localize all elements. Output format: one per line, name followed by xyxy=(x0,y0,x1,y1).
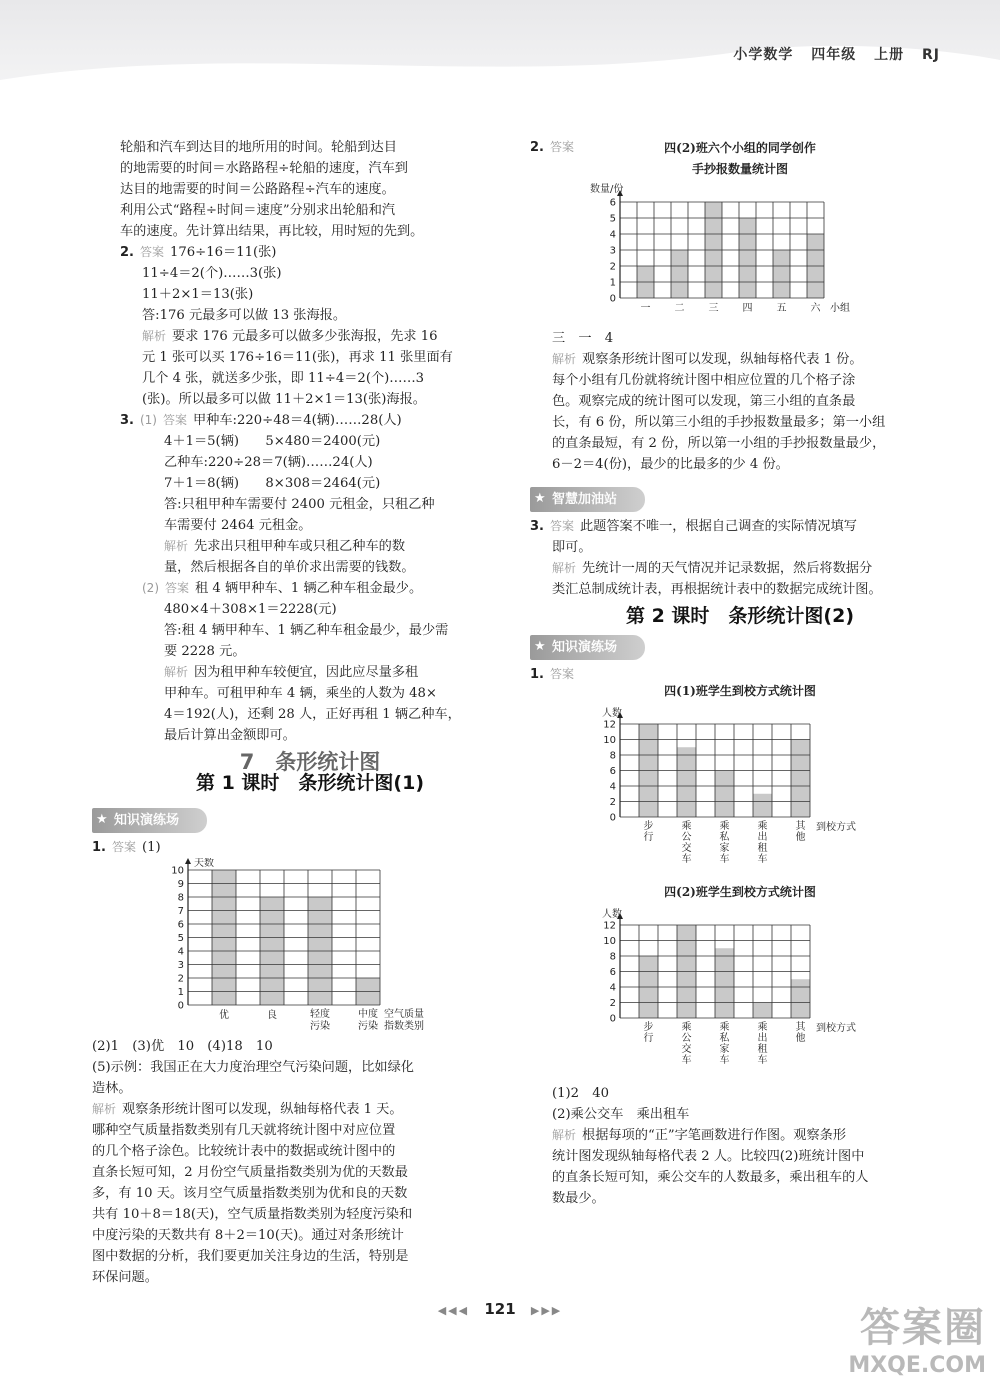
watermark xyxy=(848,1296,986,1378)
x-tick-label: 出 xyxy=(757,832,768,843)
q3-analysis2-line: 甲种车。可租甲种车 4 辆，乘坐的人数为 48× xyxy=(164,686,437,701)
q3-part1: (1) xyxy=(139,413,157,427)
x-tick-label: 三 xyxy=(708,303,719,314)
y-tick-label: 2 xyxy=(177,973,184,985)
q2-analysis-line: 几个 4 张，就送多少张，即 11÷4＝2(个)……3 xyxy=(142,371,425,386)
r-q3-analysis-line: 类汇总制成统计表，再根据统计表中的数据完成统计图。 xyxy=(552,582,882,597)
page-number: 121 xyxy=(484,1300,516,1318)
analysis-tag: 解析 xyxy=(552,352,577,366)
section-banner-3: ★ 知识演练场 xyxy=(530,635,645,660)
q3-analysis2-line: 最后计算出金额即可。 xyxy=(164,728,296,743)
x-tick-label: 乘 xyxy=(757,1022,768,1033)
y-tick-label: 0 xyxy=(177,1000,184,1012)
y-tick-label: 6 xyxy=(609,766,616,777)
bar-其他 xyxy=(791,740,810,818)
x-tick-label: 其 xyxy=(795,821,806,832)
q1-number: 1. xyxy=(92,840,106,855)
x-tick-label: 乘 xyxy=(719,821,730,832)
y-axis-label: 天数 xyxy=(194,858,214,869)
y-tick-label: 10 xyxy=(603,936,616,947)
section-banner: ★ 知识演练场 xyxy=(92,808,207,833)
r-q3-answer-line: 即可。 xyxy=(552,540,592,555)
x-axis-label: 小组 xyxy=(830,303,850,314)
r-q1-analysis-line: 统计图发现纵轴每格代表 2 人。比较四(2)班统计图中 xyxy=(552,1149,865,1164)
answer-tag: 答案 xyxy=(165,581,190,595)
r-q1-analysis-line: 根据每项的“正”字笔画数进行作图。观察条形 xyxy=(582,1128,847,1143)
q3-answer-line: 车需要付 2464 元租金。 xyxy=(164,518,312,533)
x-tick-label: 五 xyxy=(776,303,787,314)
watermark-url: MXQE.COM xyxy=(848,1353,986,1378)
y-axis-label: 人数 xyxy=(602,708,622,719)
r-q1-number: 1. xyxy=(530,667,544,682)
y-tick-label: 9 xyxy=(177,879,184,890)
y-tick-label: 10 xyxy=(171,865,184,877)
bar-四 xyxy=(739,218,756,298)
y-tick-label: 8 xyxy=(609,750,616,762)
bar-乘出租车 xyxy=(753,794,772,817)
y-tick-label: 10 xyxy=(603,735,616,746)
q3-answer2-line: 要 2228 元。 xyxy=(164,644,246,659)
x-tick-label: 优 xyxy=(219,1010,229,1021)
y-axis-arrow xyxy=(185,858,191,864)
q3-block xyxy=(120,410,500,746)
q3-answer-line: 甲种车:220÷48＝4(辆)……28(人) xyxy=(193,413,402,428)
q3-answer-line: 4＋1＝5(辆) 5×480＝2400(元) xyxy=(164,434,381,449)
section-banner-2: ★ 智慧加油站 xyxy=(530,487,645,512)
q1-analysis-line: 多，有 10 天。该月空气质量指数类别为优和良的天数 xyxy=(92,1186,408,1201)
y-tick-label: 5 xyxy=(609,213,616,225)
x-tick-label: 轻度 xyxy=(310,1009,330,1020)
y-tick-label: 6 xyxy=(609,967,616,978)
r-q1-answer-line: (1)2 40 xyxy=(552,1086,610,1101)
x-tick-label: 租 xyxy=(757,1044,768,1055)
r-q2-analysis-line: 6－2＝4(份)，最少的比最多的少 4 份。 xyxy=(552,457,789,472)
r-q3-answer-line: 此题答案不唯一，根据自己调查的实际情况填写 xyxy=(580,519,857,534)
class1-chart-title: 四(1)班学生到校方式统计图 xyxy=(664,684,816,698)
analysis-tag: 解析 xyxy=(552,1128,577,1142)
q2-answer-line: 11＋2×1＝13(张) xyxy=(142,287,254,302)
answer-tag: 答案 xyxy=(139,245,164,259)
bar-五 xyxy=(773,250,790,298)
r-q2-analysis-line: 长，有 6 份，所以第三小组的手抄报数量最多；第一小组 xyxy=(552,415,886,430)
header-subject: 小学数学 xyxy=(733,47,794,63)
y-tick-label: 1 xyxy=(177,987,184,998)
q3-answer2-line: 租 4 辆甲种车、1 辆乙种车租金最少。 xyxy=(195,581,423,596)
q1-answer-line: (2)1 (3)优 10 (4)18 10 xyxy=(92,1039,273,1054)
handout-bar-chart xyxy=(590,180,890,328)
x-tick-label: 一 xyxy=(640,303,651,314)
x-tick-label: 公 xyxy=(681,832,692,843)
q3-answer-line: 乙种车:220÷28＝7(辆)……24(人) xyxy=(164,455,373,470)
q2-analysis-line: 元 1 张可以买 176÷16＝11(张)，再求 11 张里面有 xyxy=(142,350,453,365)
x-tick-label: 乘 xyxy=(719,1022,730,1033)
y-tick-label: 6 xyxy=(177,919,184,931)
q1-answer-line: 造林。 xyxy=(92,1081,132,1096)
y-tick-label: 0 xyxy=(609,1013,616,1025)
class2-chart-title: 四(2)班学生到校方式统计图 xyxy=(664,885,816,899)
x-tick-label: 中度 xyxy=(358,1009,378,1020)
x-tick-label: 车 xyxy=(719,854,730,865)
x-tick-label: 他 xyxy=(795,1033,806,1044)
intro-line: 的地需要的时间＝水路路程÷轮船的速度，汽车到 xyxy=(120,161,408,176)
intro-line: 轮船和汽车到达目的地所用的时间。轮船到达目 xyxy=(120,140,397,155)
q3-answer-line: 答:只租甲种车需要付 2400 元租金，只租乙种 xyxy=(164,497,435,512)
header-grade: 四年级 xyxy=(811,47,857,63)
x-tick-label: 家 xyxy=(719,843,730,854)
x-tick-label: 车 xyxy=(757,854,768,865)
x-tick-label: 步 xyxy=(643,1022,654,1033)
r-q3-number: 3. xyxy=(530,519,544,534)
x-tick-label: 租 xyxy=(757,843,768,854)
x-tick-label: 二 xyxy=(674,303,685,314)
y-tick-label: 6 xyxy=(609,197,616,209)
y-tick-label: 0 xyxy=(609,812,616,824)
r-q1-answer-line: (2)乘公交车 乘出租车 xyxy=(552,1107,690,1122)
q3-number: 3. xyxy=(120,413,134,428)
bar-乘私家车 xyxy=(715,771,734,818)
x-tick-label: 私 xyxy=(719,832,730,843)
x-tick-label: 污染 xyxy=(310,1021,330,1032)
analysis-tag: 解析 xyxy=(92,1102,117,1116)
q2-number: 2. xyxy=(120,245,134,260)
handout-chart-title-line: 手抄报数量统计图 xyxy=(691,162,788,176)
x-axis-label: 空气质量 xyxy=(384,1009,424,1020)
y-tick-label: 2 xyxy=(609,998,616,1009)
intro-line: 利用公式“路程÷时间＝速度”分别求出轮船和汽 xyxy=(120,203,396,218)
y-tick-label: 3 xyxy=(609,245,616,257)
r-q2-analysis-line: 每个小组有几份就将统计图中相应位置的几个格子涂 xyxy=(552,373,856,388)
y-tick-label: 12 xyxy=(603,920,616,932)
air-quality-bar-chart xyxy=(150,858,480,1036)
x-tick-label: 行 xyxy=(643,832,654,843)
r-q2-analysis-line: 观察条形统计图可以发现，纵轴每格代表 1 份。 xyxy=(582,352,863,367)
x-tick-label: 车 xyxy=(757,1055,768,1066)
q2-analysis-line: (张)。所以最多可以做 11＋2×1＝13(张)海报。 xyxy=(142,392,426,407)
q3-part2: (2) xyxy=(142,581,159,595)
q2-answer-line: 11÷4＝2(个)……3(张) xyxy=(142,266,282,281)
x-tick-label: 乘 xyxy=(681,821,692,832)
x-tick-label: 行 xyxy=(643,1033,654,1044)
class1-transport-bar-chart xyxy=(580,702,960,882)
bar-乘出租车 xyxy=(753,1003,772,1019)
class2-transport-bar-chart xyxy=(580,903,960,1083)
r-q2-analysis-line: 色。观察完成的统计图可以发现，第三小组的直条最 xyxy=(552,394,856,409)
analysis-tag: 解析 xyxy=(164,665,189,679)
q3-analysis2-line: 因为租甲种车较便宜，因此应尽量多租 xyxy=(194,665,419,680)
q1-analysis-line: 环保问题。 xyxy=(92,1270,158,1285)
unit-title: 7 条形统计图 xyxy=(239,750,381,774)
page-header xyxy=(0,0,1000,82)
q1-answer-line: (5)示例：我国正在大力度治理空气污染问题，比如绿化 xyxy=(92,1060,414,1075)
x-tick-label: 六 xyxy=(810,303,821,314)
x-tick-label: 污染 xyxy=(358,1021,378,1032)
intro-line: 车的速度。先计算出结果，再比较，用时短的先到。 xyxy=(120,224,424,239)
q1-analysis-line: 观察条形统计图可以发现，纵轴每格代表 1 天。 xyxy=(122,1102,403,1117)
handout-chart-title xyxy=(530,138,950,180)
x-tick-label: 私 xyxy=(719,1033,730,1044)
handout-chart-title-line: 四(2)班六个小组的同学创作 xyxy=(664,141,816,155)
x-tick-label: 家 xyxy=(719,1044,730,1055)
lesson2-title: 第 2 课时 条形统计图(2) xyxy=(625,605,855,627)
answer-tag: 答案 xyxy=(549,519,574,533)
q1-analysis-line: 哪种空气质量指数类别有几天就将统计图中对应位置 xyxy=(92,1123,396,1138)
header-volume: 上册 xyxy=(874,47,905,63)
intro-line: 达目的地需要的时间＝公路路程÷汽车的速度。 xyxy=(120,182,395,197)
x-axis-label: 到校方式 xyxy=(816,1023,856,1034)
y-axis-label: 人数 xyxy=(602,909,622,920)
q1-analysis-line: 的几个格子涂色。比较统计表中的数据或统计图中的 xyxy=(92,1144,396,1159)
y-tick-label: 4 xyxy=(609,982,616,994)
x-axis-label: 到校方式 xyxy=(816,822,856,833)
answer-tag: 答案 xyxy=(162,413,187,427)
r-q2-number: 2. xyxy=(530,140,544,155)
x-tick-label: 车 xyxy=(681,1055,692,1066)
r-q3-analysis-line: 先统计一周的天气情况并记录数据，然后将数据分 xyxy=(582,561,873,576)
y-tick-label: 2 xyxy=(609,261,616,273)
r-q1-analysis-line: 的直条长短可知，乘公交车的人数最多，乘出租车的人 xyxy=(552,1170,869,1185)
q3-analysis-line: 先求出只租甲种车或只租乙种车的数 xyxy=(194,539,406,554)
answer-tag: 答案 xyxy=(549,140,574,154)
y-tick-label: 4 xyxy=(609,229,616,241)
x-tick-label: 其 xyxy=(795,1022,806,1033)
analysis-tag: 解析 xyxy=(142,329,167,343)
q3-answer2-line: 答:租 4 辆甲种车、1 辆乙种车租金最少，最少需 xyxy=(164,623,449,638)
x-tick-label: 良 xyxy=(267,1010,277,1021)
y-tick-label: 4 xyxy=(609,781,616,793)
bar-其他 xyxy=(791,979,810,1018)
x-axis-label: 指数类别 xyxy=(384,1021,424,1032)
y-tick-label: 0 xyxy=(609,293,616,305)
q2-answer-line: 答:176 元最多可以做 13 张海报。 xyxy=(142,308,347,323)
r-q2-analysis-line: 的直条最短，有 2 份，所以第一小组的手抄报数量最少， xyxy=(552,436,886,451)
y-tick-label: 3 xyxy=(177,960,184,971)
y-tick-label: 2 xyxy=(609,797,616,808)
r-q2-after: 三 一 4 xyxy=(552,331,614,346)
x-tick-label: 乘 xyxy=(681,1022,692,1033)
header-book-info xyxy=(721,44,940,64)
lesson1-title: 第 1 课时 条形统计图(1) xyxy=(195,772,425,794)
y-tick-label: 4 xyxy=(177,946,184,958)
analysis-tag: 解析 xyxy=(164,539,189,553)
bar-二 xyxy=(671,250,688,298)
right-arrows-icon: ▶▶▶ xyxy=(530,1304,563,1317)
x-tick-label: 四 xyxy=(742,303,753,314)
x-tick-label: 车 xyxy=(681,854,692,865)
q2-analysis-line: 要求 176 元最多可以做多少张海报，先求 16 xyxy=(172,329,438,344)
left-intro-text xyxy=(120,137,500,242)
q1-analysis-line: 共有 10＋8＝18(天)，空气质量指数类别为轻度污染和 xyxy=(92,1207,413,1222)
y-tick-label: 7 xyxy=(177,906,184,917)
q3-answer2-line: 480×4＋308×1＝2228(元) xyxy=(164,602,337,617)
y-axis-label: 数量/份 xyxy=(590,184,624,195)
q1-analysis-line: 图中数据的分析，我们要更加关注身边的生活，特别是 xyxy=(92,1249,409,1264)
q3-analysis2-line: 4＝192(人)，还剩 28 人，正好再租 1 辆乙种车， xyxy=(164,707,461,722)
x-tick-label: 步 xyxy=(643,821,654,832)
answer-tag: 答案 xyxy=(111,840,136,854)
answer-tag: 答案 xyxy=(549,667,574,681)
left-column xyxy=(92,137,500,1288)
left-arrows-icon: ◀◀◀ xyxy=(437,1304,470,1317)
q1-part: (1) xyxy=(142,840,161,855)
right-column xyxy=(530,137,950,1209)
y-tick-label: 8 xyxy=(609,951,616,963)
q3-answer-line: 7＋1＝8(辆) 8×308＝2464(元) xyxy=(164,476,381,491)
x-tick-label: 交 xyxy=(681,843,692,854)
q2-answer-line: 176÷16＝11(张) xyxy=(170,245,277,260)
q3-analysis-line: 量，然后根据各自的单价求出需要的钱数。 xyxy=(164,560,415,575)
x-tick-label: 交 xyxy=(681,1044,692,1055)
q1-analysis-line: 直条长短可知，2 月份空气质量指数类别为优的天数最 xyxy=(92,1165,408,1180)
y-tick-label: 5 xyxy=(177,933,184,944)
header-edition: RJ xyxy=(922,47,940,63)
bar-乘私家车 xyxy=(715,948,734,1018)
watermark-logo: 答案圈 xyxy=(860,1305,986,1351)
q2-block xyxy=(120,242,500,410)
analysis-tag: 解析 xyxy=(552,561,577,575)
q1-analysis-line: 中度污染的天数共有 8＋2＝10(天)。通过对条形统计 xyxy=(92,1228,404,1243)
x-tick-label: 车 xyxy=(719,1055,730,1066)
r-q1-analysis-line: 数最少。 xyxy=(552,1191,605,1206)
x-tick-label: 出 xyxy=(757,1033,768,1044)
y-tick-label: 1 xyxy=(609,277,616,289)
y-tick-label: 12 xyxy=(603,719,616,731)
x-tick-label: 公 xyxy=(681,1033,692,1044)
x-tick-label: 他 xyxy=(795,832,806,843)
bar-乘公交车 xyxy=(677,747,696,817)
x-tick-label: 乘 xyxy=(757,821,768,832)
y-tick-label: 8 xyxy=(177,892,184,904)
